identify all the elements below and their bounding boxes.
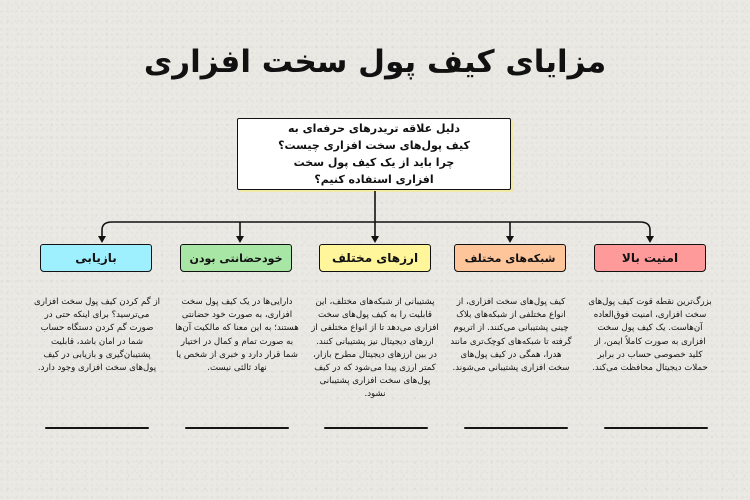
- category-label: خودحضانتی بودن: [189, 251, 283, 265]
- page-title: مزایای کیف پول سخت افزاری: [143, 44, 607, 80]
- divider-dash: [604, 427, 708, 429]
- category-label: شبکه‌های مختلف: [464, 251, 556, 265]
- category-label: ارزهای مختلف: [331, 251, 419, 265]
- category-self-custody: [180, 244, 292, 272]
- category-networks: [454, 244, 566, 272]
- description-self-custody: دارایی‌ها در یک کیف پول سخت افزاری، به صورت خود حضانتی هستند؛ به این معنا که مالکیت آن‌ها به صورت تمام و کمال در اختیار شما قرار دارد و خبری از شخص یا نهاد ثالثی نیست.: [175, 297, 299, 374]
- divider-dash: [45, 427, 149, 429]
- category-recovery: [40, 244, 152, 272]
- category-label: بازیابی: [75, 251, 117, 265]
- category-label: امنیت بالا: [621, 251, 679, 265]
- description-recovery: از گم کردن کیف پول سخت افزاری می‌ترسید؟ برای اینکه حتی در صورت گم کردن دستگاه حساب شما در امان باشد، قابلیت پشتیبان‌گیری و بازیابی در کیف پول‌های سخت افزاری وجود دارد.: [33, 297, 161, 374]
- divider-dash: [185, 427, 289, 429]
- description-currencies: پشتیبانی از شبکه‌های مختلف، این قابلیت را به کیف پول‌های سخت افزاری می‌دهد تا از انواع مختلفی از ارزهای دیجیتال نیز پشتیبانی کنند. در بین ارزهای دیجیتال مطرح بازار، کمتر ارزی پیدا می‌شود که در کیف پول‌های سخت افزاری پشتیبانی نشود.: [311, 297, 439, 400]
- divider-dash: [464, 427, 568, 429]
- category-currencies: [319, 244, 431, 272]
- description-networks: کیف پول‌های سخت افزاری، از انواع مختلفی از شبکه‌های بلاک چینی پشتیبانی می‌کنند. از اتریوم گرفته تا شبکه‌های کوچک‌تری مانند هدرا، همگی در کیف پول‌های سخت افزاری پشتیبانی می‌شوند.: [450, 297, 572, 374]
- divider-dash: [324, 427, 428, 429]
- description-security: بزرگ‌ترین نقطه قوت کیف پول‌های سخت افزاری، امنیت فوق‌العاده آن‌هاست. یک کیف پول سخت افزاری به صورت کاملاً ایمن، از کلید خصوصی حساب در برابر حملات دیجیتال محافظت می‌کند.: [588, 297, 712, 374]
- central-question-text: دلیل علاقه تریدرهای حرفه‌ای به کیف پول‌های سخت افزاری چیست؟ چرا باید از یک کیف پول سخت افزاری استفاده کنیم؟: [278, 122, 470, 186]
- category-security: [594, 244, 706, 272]
- central-question-box: [237, 118, 511, 190]
